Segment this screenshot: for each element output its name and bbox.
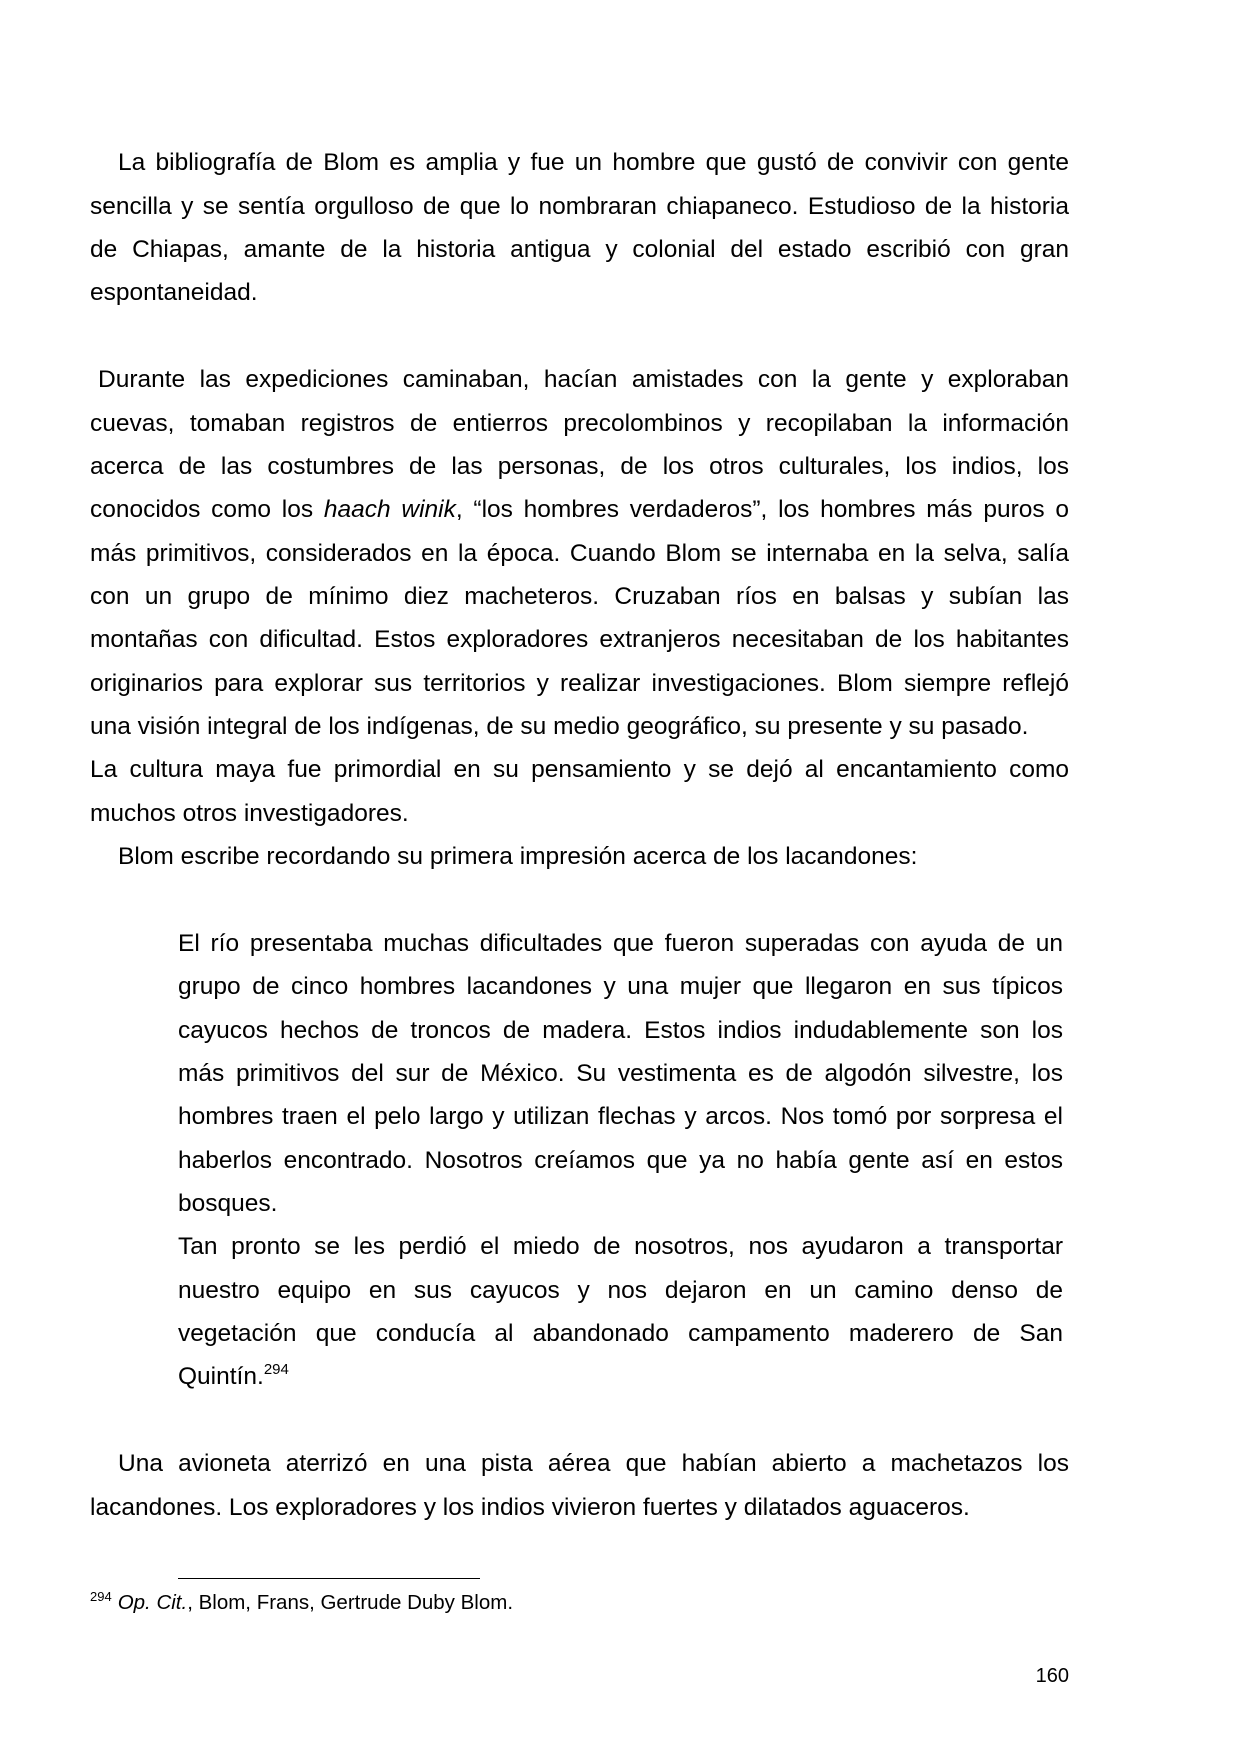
text-line bbox=[178, 1355, 1063, 1398]
footnote-marker: 294 bbox=[90, 1589, 112, 1604]
text-line: más primitivos, considerados en la época. Cuando Blom se internaba en la selva, salía bbox=[90, 539, 1069, 567]
text-line: sencilla y se sentía orgulloso de que lo nombraran chiapaneco. Estudioso de la historia bbox=[90, 192, 1069, 220]
paragraph-1 bbox=[90, 141, 1069, 314]
text-run: Quintín. bbox=[178, 1363, 264, 1391]
text-line: acerca de las costumbres de las personas, de los otros culturales, los indios, los bbox=[90, 452, 1069, 480]
text-line: haberlos encontrado. Nosotros creíamos que ya no había gente así en estos bbox=[178, 1146, 1063, 1174]
paragraph-2 bbox=[90, 358, 1069, 748]
footnote-reference: 294 bbox=[263, 1361, 289, 1379]
text-run: conocidos como los bbox=[90, 496, 324, 524]
text-line: vegetación que conducía al abandonado campamento maderero de San bbox=[178, 1320, 1063, 1348]
text-line: hombres traen el pelo largo y utilizan flechas y arcos. Nos tomó por sorpresa el bbox=[178, 1103, 1063, 1131]
text-line: cuevas, tomaban registros de entierros precolombinos y recopilaban la información bbox=[90, 409, 1069, 437]
text-line: muchos otros investigadores. bbox=[90, 799, 409, 827]
text-line: Blom escribe recordando su primera impresión acerca de los lacandones: bbox=[118, 843, 918, 871]
text-line: originarios para explorar sus territorios y realizar investigaciones. Blom siempre reflejó bbox=[90, 669, 1069, 697]
text-line: cayucos hechos de troncos de madera. Estos indios indudablemente son los bbox=[178, 1016, 1063, 1044]
text-line: nuestro equipo en sus cayucos y nos dejaron en un camino denso de bbox=[178, 1276, 1063, 1304]
footnote-text: , Blom, Frans, Gertrude Duby Blom. bbox=[187, 1591, 514, 1614]
text-line: El río presentaba muchas dificultades que fueron superadas con ayuda de un bbox=[178, 929, 1063, 957]
paragraph-5 bbox=[90, 1442, 1069, 1529]
text-line: montañas con dificultad. Estos exploradores extranjeros necesitaban de los habitantes bbox=[90, 626, 1069, 654]
text-line: más primitivos del sur de México. Su vestimenta es de algodón silvestre, los bbox=[178, 1059, 1063, 1087]
block-quote bbox=[178, 922, 1063, 1399]
text-line: La bibliografía de Blom es amplia y fue un hombre que gustó de convivir con gente bbox=[118, 149, 1069, 177]
text-line: La cultura maya fue primordial en su pensamiento y se dejó al encantamiento como bbox=[90, 756, 1069, 784]
text-line: grupo de cinco hombres lacandones y una mujer que llegaron en sus típicos bbox=[178, 973, 1063, 1001]
text-line: Tan pronto se les perdió el miedo de nosotros, nos ayudaron a transportar bbox=[178, 1233, 1063, 1261]
quote-paragraph-2 bbox=[178, 1225, 1063, 1398]
text-line: con un grupo de mínimo diez macheteros. Cruzaban ríos en balsas y subían las bbox=[90, 582, 1069, 610]
text-line: lacandones. Los exploradores y los indios vivieron fuertes y dilatados aguaceros. bbox=[90, 1493, 970, 1521]
quote-paragraph-1 bbox=[178, 922, 1063, 1226]
page-number: 160 bbox=[1035, 1665, 1069, 1687]
italic-term: haach winik bbox=[323, 496, 456, 524]
text-line: espontaneidad. bbox=[90, 279, 258, 307]
body-text bbox=[90, 141, 1069, 1529]
text-line: bosques. bbox=[178, 1190, 278, 1218]
text-line: Durante las expediciones caminaban, hacían amistades con la gente y exploraban bbox=[98, 366, 1069, 394]
text-line: una visión integral de los indígenas, de su medio geográfico, su presente y su pasado. bbox=[90, 713, 1029, 741]
footnote-separator bbox=[178, 1578, 480, 1579]
text-line bbox=[90, 488, 1069, 531]
text-line: de Chiapas, amante de la historia antigua y colonial del estado escribió con gran bbox=[90, 236, 1069, 264]
text-line: Una avioneta aterrizó en una pista aérea que habían abierto a machetazos los bbox=[118, 1450, 1069, 1478]
footnote-source: Op. Cit. bbox=[117, 1591, 188, 1614]
paragraph-3 bbox=[90, 748, 1069, 835]
paragraph-4 bbox=[90, 835, 1069, 878]
text-run: , “los hombres verdaderos”, los hombres más puros o bbox=[455, 496, 1070, 524]
footnote bbox=[90, 1590, 1069, 1616]
